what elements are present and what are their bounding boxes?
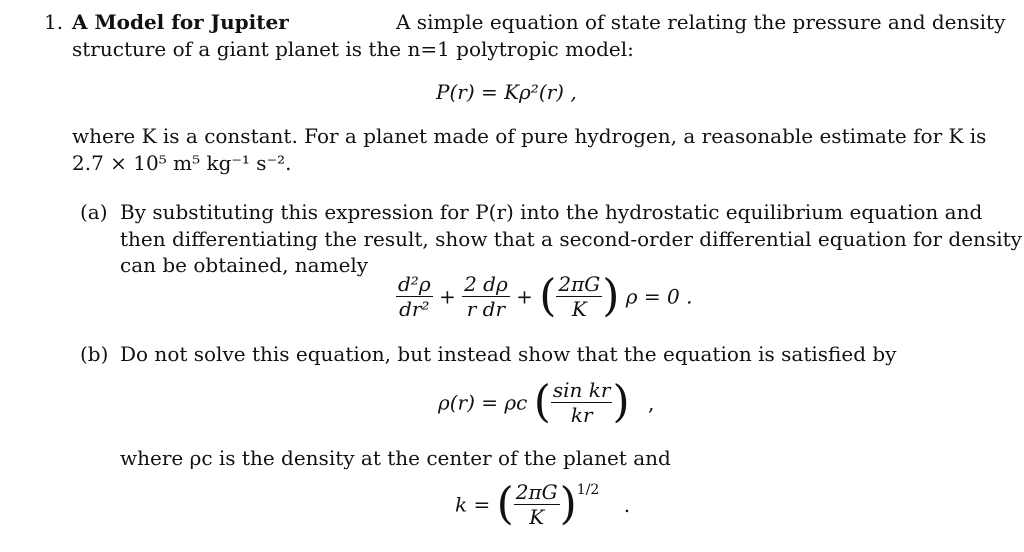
problem-title: A Model for Jupiter	[72, 10, 289, 34]
part-a-line-2: then differentiating the result, show that a second-order differential equation for density	[120, 227, 1022, 251]
ode-plus-1: +	[438, 284, 456, 309]
equation-pressure: P(r) = Kρ²(r) ,	[436, 80, 577, 104]
where-line-1: where K is a constant. For a planet made of pure hydrogen, a reasonable estimate for K is	[72, 124, 987, 148]
solution-tail: ,	[648, 390, 655, 415]
equation-k	[455, 480, 630, 529]
part-a-line-3: can be obtained, namely	[120, 253, 369, 277]
solution-lhs: ρ(r) = ρc	[438, 390, 528, 415]
intro-line-2: structure of a giant planet is the n=1 polytropic model:	[72, 37, 634, 61]
ode-tail: ρ = 0 .	[625, 284, 693, 309]
open-paren: (	[539, 270, 557, 322]
ode-term-3: $\frac{2\pi G}{K}$	[558, 272, 601, 321]
equation-density-ode	[396, 272, 692, 321]
equation-density-solution	[438, 378, 654, 427]
close-paren: )	[602, 270, 620, 322]
where-line-2: 2.7 × 10⁵ m⁵ kg⁻¹ s⁻².	[72, 151, 292, 175]
open-paren: (	[533, 376, 551, 428]
ode-term-2: $\frac{2 d\rho}{\text{r dr}}$	[464, 272, 508, 321]
ode-term-1: $\frac{\text{d²ρ}}{\text{dr²}}$	[398, 272, 431, 321]
part-b-line-1: Do not solve this equation, but instead show that the equation is satisfied by	[120, 342, 897, 366]
solution-fraction: $\frac{\text{sin kr}}{kr}$	[552, 378, 611, 427]
k-lhs: k =	[455, 492, 491, 517]
open-paren: (	[496, 478, 514, 530]
k-exponent: 1/2	[576, 482, 600, 498]
intro-line-1: A simple equation of state relating the pressure and density	[396, 10, 1006, 34]
part-b-where-line: where ρc is the density at the center of the planet and	[120, 446, 671, 470]
ode-plus-2: +	[516, 284, 533, 309]
part-a-label: (a)	[80, 200, 108, 224]
k-tail: .	[623, 492, 631, 517]
part-a-line-1: By substituting this expression for P(r) into the hydrostatic equilibrium equation and	[120, 200, 983, 224]
close-paren: )	[559, 478, 577, 530]
close-paren: )	[612, 376, 630, 428]
problem-number: 1.	[44, 10, 64, 34]
k-fraction: $\frac{2\pi G}{K}$	[515, 480, 558, 529]
part-b-label: (b)	[80, 342, 109, 366]
